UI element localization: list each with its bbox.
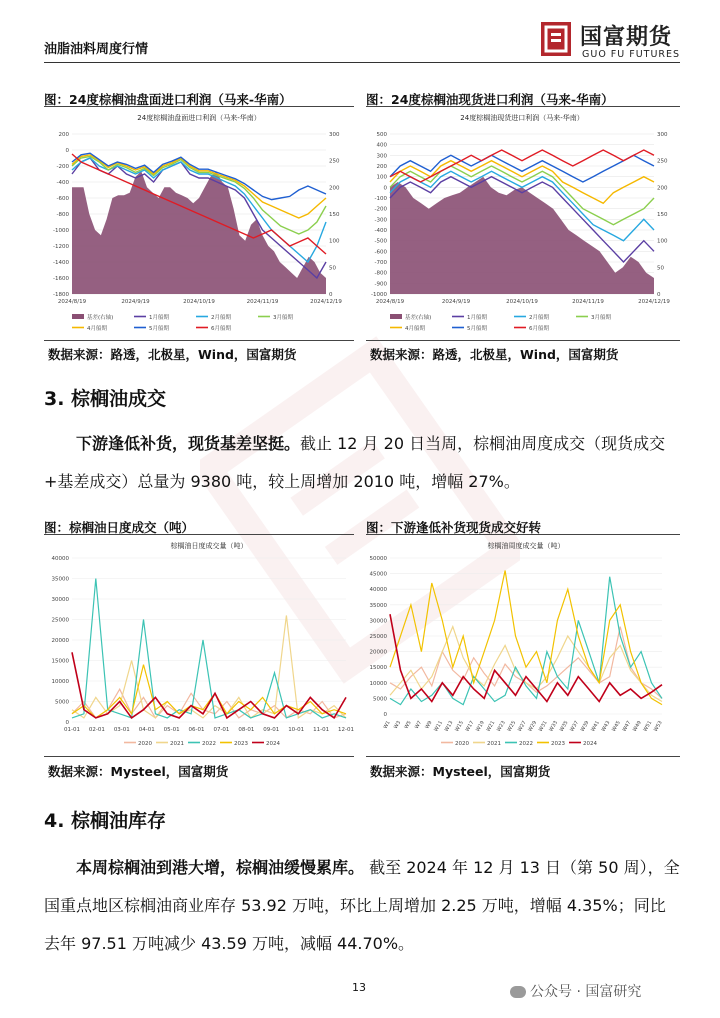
x-tick-label: W35 [558, 720, 570, 733]
chart-title: 棕榈油周度成交量（吨） [487, 542, 565, 550]
x-tick-label: 2024/10/19 [183, 299, 215, 305]
x-tick-label: 01-01 [64, 727, 80, 733]
figure-1-title: 图：24度棕榈油盘面进口利润（马来-华南） [44, 92, 292, 107]
y-right-tick-label: 0 [657, 292, 661, 298]
x-tick-label: 2024/8/19 [57, 299, 87, 305]
series-line-2022 [72, 579, 346, 718]
x-tick-label: W45 [611, 720, 622, 733]
y-right-tick-label: 0 [329, 292, 333, 298]
y-right-tick-label: 150 [657, 212, 668, 218]
y-right-tick-label: 250 [657, 158, 668, 165]
y-tick-label: 50000 [369, 556, 387, 562]
legend-swatch [390, 314, 402, 319]
x-tick-label: 12-01 [338, 727, 354, 733]
legend-label: 5月船期 [149, 326, 169, 332]
legend-label: 3月船期 [273, 315, 293, 321]
y-tick-label: 15000 [369, 665, 387, 672]
x-tick-label: W21 [485, 720, 497, 733]
y-left-tick-label: -1000 [371, 292, 387, 298]
x-tick-label: 04-01 [138, 727, 155, 733]
legend-label: 6月船期 [529, 326, 549, 332]
legend-label: 2024 [583, 741, 597, 747]
x-tick-label: W1 [382, 720, 392, 731]
x-tick-label: W27 [516, 720, 528, 733]
x-tick-label: W47 [621, 720, 633, 733]
y-left-tick-label: 0 [383, 185, 387, 192]
legend-label: 3月船期 [591, 315, 611, 321]
y-tick-label: 15000 [51, 658, 69, 665]
y-left-tick-label: -300 [374, 217, 387, 224]
y-right-tick-label: 100 [329, 238, 340, 245]
figure-2-bottom-rule [366, 340, 680, 341]
figure-1-source: 数据来源：路透，北极星，Wind，国富期货 [48, 347, 297, 362]
x-tick-label: W43 [600, 720, 612, 733]
y-left-tick-label: -1400 [53, 260, 69, 266]
y-tick-label: 20000 [369, 649, 387, 656]
logo-emblem-icon [541, 22, 571, 56]
figure-2-title-rule [366, 106, 680, 107]
chart-title: 棕榈油日度成交量（吨） [170, 542, 248, 550]
legend-label: 2023 [551, 741, 565, 747]
figure-3-title: 图：棕榈油日度成交（吨） [44, 520, 195, 535]
x-tick-label: 09-01 [263, 727, 280, 733]
section-4-body: 截至 2024 年 12 月 13 日（第 50 周），全国重点地区棕榈油商业库存 53.92 万吨，环比上周增加 2.25 万吨，增幅 4.35%；同比去年 97.51 万吨减少 43.59 万吨，减幅 44.70%。 [44, 858, 680, 953]
x-tick-label: 07-01 [213, 727, 230, 733]
x-tick-label: 06-01 [188, 727, 205, 733]
chart-title: 24度棕榈油现货进口利润（马来-华南） [460, 114, 584, 122]
x-tick-label: 11-01 [313, 727, 330, 733]
y-left-tick-label: -200 [56, 164, 69, 170]
y-tick-label: 10000 [369, 680, 387, 687]
y-tick-label: 20000 [51, 638, 69, 644]
y-left-tick-label: 200 [376, 164, 387, 170]
legend-label: 2020 [138, 741, 152, 747]
figure-4-bottom-rule [366, 756, 680, 757]
y-right-tick-label: 50 [329, 265, 336, 272]
section-3-body: 截止 12 月 20 日当周，棕榈油周度成交（现货成交+基差成交）总量为 9380 吨，较上周增加 2010 吨，增幅 27%。 [44, 434, 666, 491]
figure-3-title-rule [44, 534, 354, 535]
chart-title: 24度棕榈油盘面进口利润（马来-华南） [137, 114, 261, 122]
legend-label: 2月船期 [211, 315, 231, 321]
legend-label: 2022 [519, 741, 533, 747]
legend-label: 2024 [266, 741, 280, 747]
y-right-tick-label: 200 [657, 185, 668, 192]
x-tick-label: W25 [506, 720, 518, 733]
x-tick-label: W7 [413, 720, 424, 731]
section-3-lead: 下游逢低补货，现货基差坚挺。 [76, 434, 301, 453]
x-tick-label: W5 [403, 720, 413, 731]
y-left-tick-label: -1000 [53, 228, 69, 234]
x-tick-label: 2024/11/19 [572, 299, 604, 305]
legend-label: 2023 [234, 741, 248, 747]
series-line-2024 [390, 614, 662, 701]
x-tick-label: W23 [495, 720, 507, 733]
footer-text: 公众号 · 国富研究 [530, 984, 642, 1000]
legend-label: 2022 [202, 741, 216, 747]
legend-label: 2020 [455, 741, 469, 747]
y-right-tick-label: 250 [329, 158, 340, 165]
x-tick-label: 2024/11/19 [246, 299, 279, 305]
company-logo-mark [541, 22, 571, 56]
x-tick-label: W33 [548, 720, 560, 733]
x-tick-label: W31 [537, 720, 549, 733]
figure-2-title: 图：24度棕榈油现货进口利润（马来-华南） [366, 92, 614, 107]
y-left-tick-label: -1600 [53, 276, 69, 282]
chart-daily-volume [44, 536, 356, 756]
y-left-tick-label: 300 [376, 153, 387, 160]
series-line-2022 [390, 577, 662, 705]
legend-label: 4月船期 [87, 326, 107, 332]
x-tick-label: W51 [642, 720, 654, 733]
x-tick-label: W39 [579, 720, 591, 733]
y-tick-label: 35000 [369, 602, 387, 609]
x-tick-label: W3 [392, 720, 403, 731]
y-tick-label: 35000 [51, 576, 69, 583]
x-tick-label: W41 [590, 720, 601, 733]
chart-spot-import-profit [366, 108, 680, 340]
legend-label: 2月船期 [529, 315, 549, 321]
y-tick-label: 30000 [51, 597, 69, 603]
y-left-tick-label: -200 [374, 206, 387, 213]
chart-weekly-volume [366, 536, 680, 756]
legend-label: 6月船期 [211, 326, 231, 332]
figure-1-bottom-rule [44, 340, 354, 341]
x-tick-label: W11 [433, 720, 445, 733]
x-tick-label: 2024/10/19 [506, 299, 538, 305]
y-left-tick-label: -1200 [53, 244, 69, 250]
wechat-icon [510, 986, 526, 998]
figure-4-source: 数据来源：Mysteel，国富期货 [370, 764, 551, 779]
chart-futures-import-profit [44, 108, 356, 340]
y-right-tick-label: 100 [657, 238, 668, 245]
x-tick-label: 2024/12/19 [310, 299, 342, 305]
section-3-heading: 3. 棕榈油成交 [44, 388, 167, 410]
y-tick-label: 40000 [369, 587, 387, 594]
y-left-tick-label: 0 [65, 148, 69, 154]
legend-label: 基差(右轴) [87, 315, 114, 321]
figure-3-bottom-rule [44, 756, 354, 757]
y-left-tick-label: 400 [376, 142, 387, 149]
legend-label: 2021 [487, 741, 501, 747]
series-line-5月船期 [72, 153, 326, 199]
y-tick-label: 0 [383, 712, 387, 718]
x-tick-label: 02-01 [88, 727, 105, 733]
y-tick-label: 5000 [373, 696, 387, 703]
section-4-heading: 4. 棕榈油库存 [44, 810, 167, 832]
document-header-title: 油脂油料周度行情 [44, 42, 149, 57]
y-right-tick-label: 300 [657, 132, 668, 138]
x-tick-label: 2024/9/19 [441, 299, 471, 305]
x-tick-label: 2024/8/19 [375, 299, 405, 305]
company-logo-text: 国富期货 [580, 25, 673, 50]
legend-label: 2021 [170, 741, 184, 747]
x-tick-label: 05-01 [163, 727, 180, 733]
y-tick-label: 0 [65, 720, 69, 726]
y-right-tick-label: 50 [657, 265, 664, 272]
y-left-tick-label: -800 [56, 212, 69, 218]
section-3-paragraph [44, 425, 680, 501]
y-left-tick-label: -700 [374, 260, 387, 266]
y-left-tick-label: -1800 [53, 292, 69, 298]
y-left-tick-label: -400 [374, 228, 387, 234]
x-tick-label: W29 [527, 720, 539, 733]
x-tick-label: 2024/9/19 [121, 299, 150, 305]
y-right-tick-label: 150 [329, 212, 340, 218]
x-tick-label: 03-01 [113, 727, 130, 733]
y-right-tick-label: 300 [329, 132, 340, 138]
x-tick-label: W9 [424, 720, 434, 731]
y-tick-label: 25000 [51, 617, 69, 624]
figure-4-title: 图：下游逢低补货现货成交好转 [366, 520, 542, 535]
section-4-paragraph [44, 849, 680, 963]
company-logo-english: GUO FU FUTURES [582, 49, 681, 60]
legend-label: 基差(右轴) [405, 315, 432, 321]
legend-label: 5月船期 [467, 326, 487, 332]
series-area-basis [72, 171, 326, 294]
y-tick-label: 5000 [55, 699, 69, 706]
x-tick-label: W17 [464, 720, 476, 733]
legend-swatch [72, 314, 84, 319]
y-tick-label: 10000 [51, 679, 69, 685]
y-tick-label: 40000 [51, 556, 69, 562]
x-tick-label: W15 [454, 720, 465, 733]
y-left-tick-label: -600 [56, 196, 69, 202]
footer-wechat-credit [510, 981, 641, 1001]
y-left-tick-label: -800 [374, 270, 387, 277]
y-tick-label: 45000 [369, 571, 387, 578]
x-tick-label: W37 [569, 720, 581, 733]
y-left-tick-label: 500 [376, 132, 387, 138]
x-tick-label: W53 [652, 720, 664, 733]
figure-1-title-rule [44, 106, 354, 107]
y-tick-label: 25000 [369, 634, 387, 640]
x-tick-label: W13 [443, 720, 455, 733]
figure-4-title-rule [366, 534, 680, 535]
y-left-tick-label: -500 [374, 238, 387, 245]
y-left-tick-label: -600 [374, 249, 387, 256]
x-tick-label: W19 [475, 720, 486, 733]
y-left-tick-label: -100 [374, 196, 387, 202]
y-right-tick-label: 200 [329, 185, 340, 192]
y-left-tick-label: 100 [376, 174, 387, 181]
y-left-tick-label: 200 [58, 132, 69, 138]
x-tick-label: 10-01 [288, 727, 305, 733]
legend-label: 1月船期 [149, 315, 169, 321]
x-tick-label: 08-01 [238, 727, 255, 733]
x-tick-label: W49 [631, 720, 643, 733]
page-number: 13 [352, 981, 366, 994]
figure-2-source: 数据来源：路透，北极星，Wind，国富期货 [370, 347, 619, 362]
series-line-2024 [72, 652, 346, 718]
legend-label: 4月船期 [405, 326, 425, 332]
section-4-lead: 本周棕榈油到港大增，棕榈油缓慢累库。 [76, 858, 365, 877]
y-left-tick-label: -900 [374, 281, 387, 288]
x-tick-label: 2024/12/19 [638, 299, 670, 305]
header-divider [44, 62, 680, 63]
y-tick-label: 30000 [369, 618, 387, 625]
figure-3-source: 数据来源：Mysteel，国富期货 [48, 764, 229, 779]
legend-label: 1月船期 [467, 315, 487, 321]
y-left-tick-label: -400 [56, 180, 69, 186]
